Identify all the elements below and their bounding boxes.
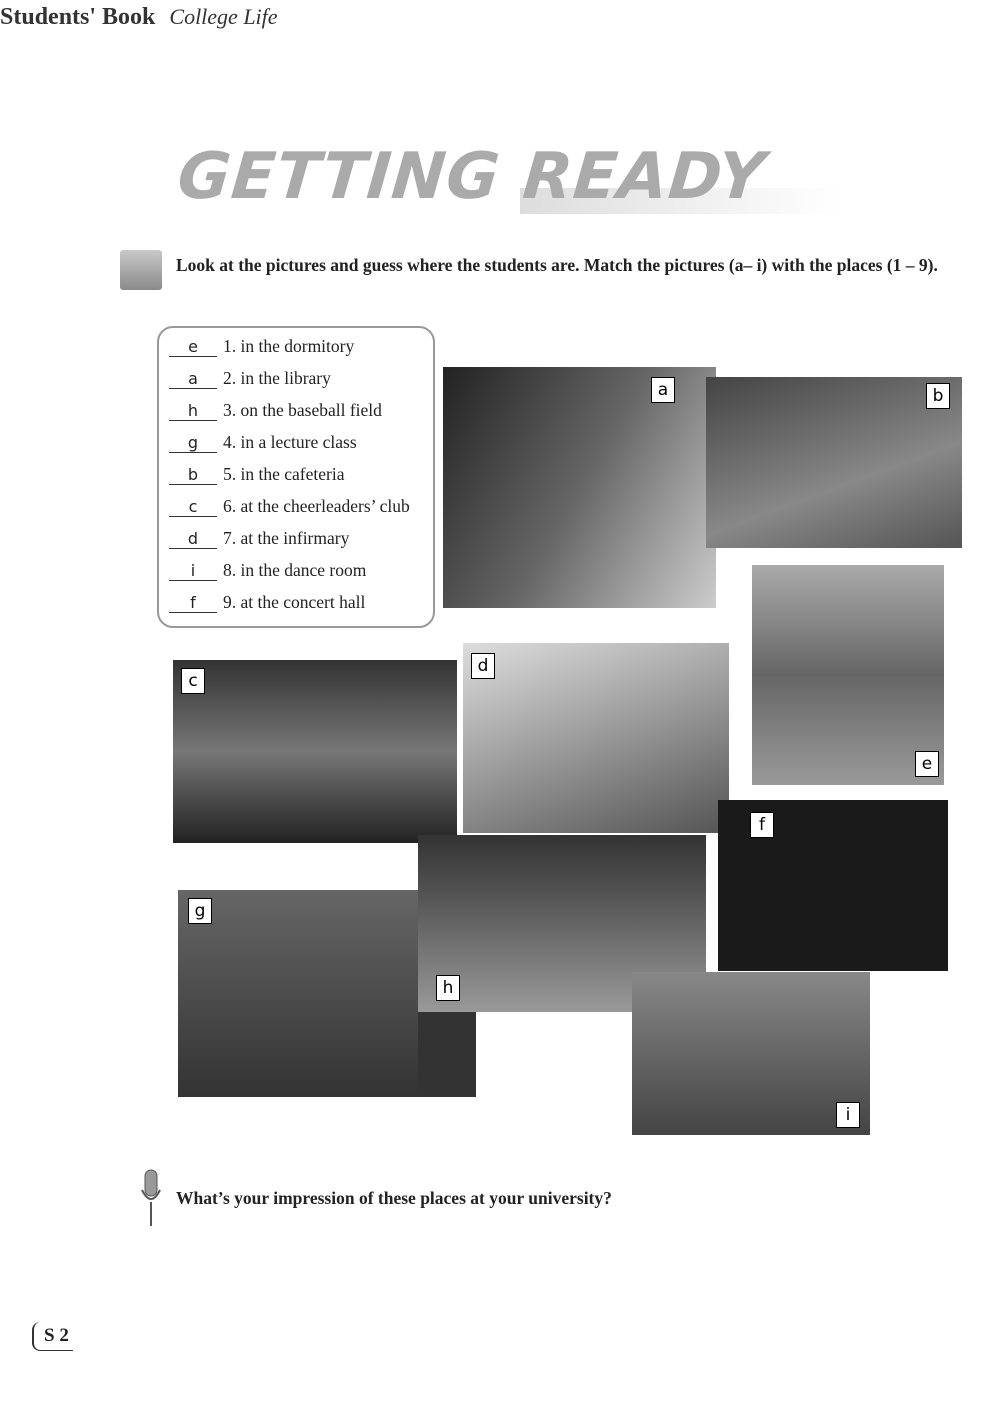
picture-icon bbox=[120, 250, 162, 290]
place-text: 4. in a lecture class bbox=[223, 432, 357, 452]
match-item bbox=[169, 592, 365, 622]
photo-dance-room bbox=[632, 972, 870, 1135]
photo-label: g bbox=[188, 898, 212, 924]
photo-label: h bbox=[436, 975, 460, 1001]
instruction-text: Look at the pictures and guess where the students are. Match the pictures (a– i) with the places (1 – 9). bbox=[176, 255, 938, 275]
microphone-icon bbox=[140, 1168, 162, 1230]
book-name: Students' Book bbox=[0, 4, 156, 30]
photo-infirmary bbox=[463, 643, 729, 833]
photo-dormitory bbox=[752, 565, 944, 785]
answer-blank[interactable]: i bbox=[169, 561, 217, 581]
photo-label: b bbox=[926, 383, 950, 409]
match-item bbox=[169, 496, 410, 526]
unit-name: College Life bbox=[169, 4, 278, 29]
answer-blank[interactable]: e bbox=[169, 337, 217, 357]
photo-label: e bbox=[915, 751, 939, 777]
section-title: GETTING READY bbox=[174, 140, 769, 214]
discussion-question: What’s your impression of these places at your university? bbox=[176, 1188, 612, 1208]
photo-label: c bbox=[181, 668, 205, 694]
match-item bbox=[169, 560, 366, 590]
match-item bbox=[169, 464, 344, 494]
place-text: 3. on the baseball field bbox=[223, 400, 382, 420]
match-item bbox=[169, 432, 357, 462]
answer-blank[interactable]: c bbox=[169, 497, 217, 517]
photo-label: d bbox=[471, 653, 495, 679]
place-text: 1. in the dormitory bbox=[223, 336, 355, 356]
place-text: 6. at the cheerleaders’ club bbox=[223, 496, 410, 516]
answer-blank[interactable]: f bbox=[169, 593, 217, 613]
match-item bbox=[169, 336, 354, 366]
photo-cafeteria bbox=[706, 377, 962, 548]
photo-concert-hall bbox=[718, 800, 948, 971]
photo-cheerleaders bbox=[173, 660, 457, 843]
photo-label: f bbox=[750, 812, 774, 838]
answer-blank[interactable]: g bbox=[169, 433, 217, 453]
answer-blank[interactable]: a bbox=[169, 369, 217, 389]
photo-label: a bbox=[651, 377, 675, 403]
place-text: 8. in the dance room bbox=[223, 560, 367, 580]
photo-library bbox=[443, 367, 716, 608]
place-text: 9. at the concert hall bbox=[223, 592, 366, 612]
answer-blank[interactable]: h bbox=[169, 401, 217, 421]
place-text: 5. in the cafeteria bbox=[223, 464, 345, 484]
matching-box bbox=[157, 326, 435, 628]
match-item bbox=[169, 368, 331, 398]
answer-blank[interactable]: b bbox=[169, 465, 217, 485]
answer-blank[interactable]: d bbox=[169, 529, 217, 549]
photo-lecture-class-part bbox=[418, 1012, 476, 1097]
place-text: 2. in the library bbox=[223, 368, 331, 388]
place-text: 7. at the infirmary bbox=[223, 528, 350, 548]
photo-lecture-class bbox=[178, 890, 418, 1097]
photo-label: i bbox=[836, 1102, 860, 1128]
running-header bbox=[0, 4, 278, 31]
match-item bbox=[169, 528, 349, 558]
page-number: S 2 bbox=[32, 1322, 73, 1351]
match-item bbox=[169, 400, 382, 430]
